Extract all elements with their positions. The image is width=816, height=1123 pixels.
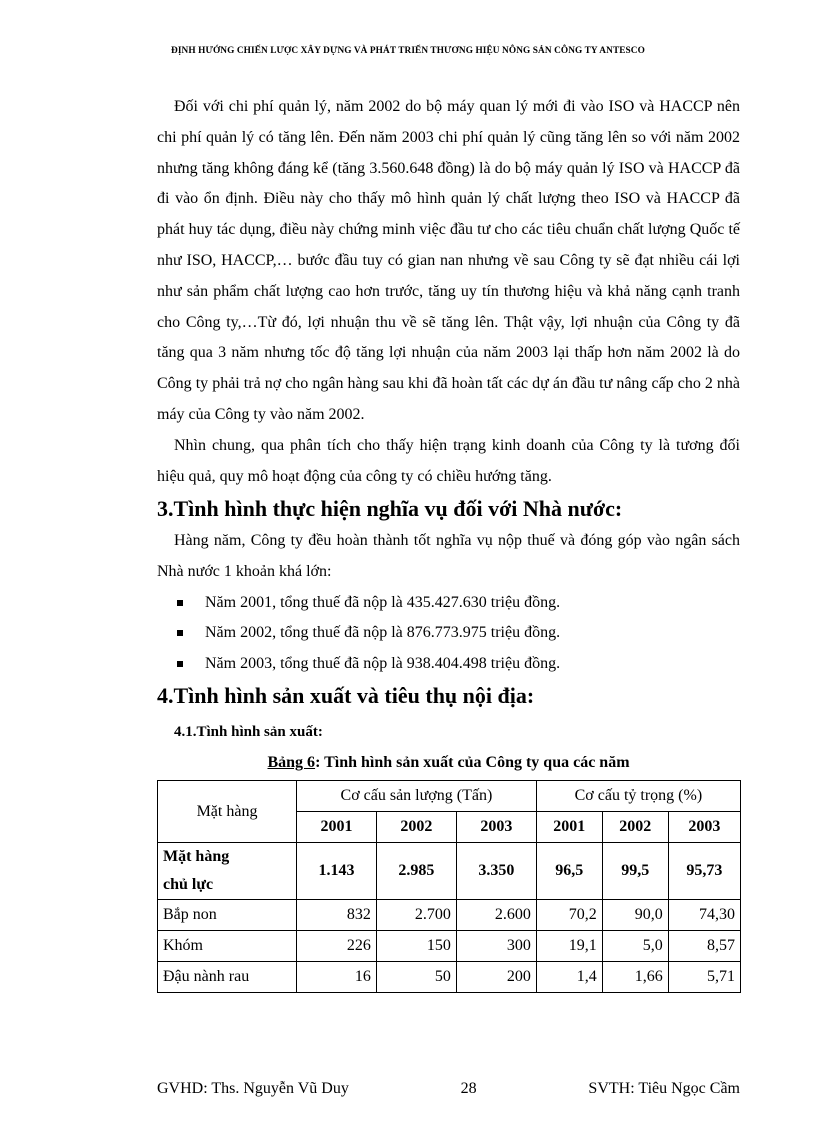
table-cell: 3.350: [456, 843, 536, 900]
square-bullet-icon: [177, 661, 183, 667]
page-footer: [157, 1080, 740, 1098]
table-caption-text: : Tình hình sản xuất của Công ty qua các năm: [315, 754, 630, 772]
table-cell: 5,71: [668, 962, 740, 993]
running-header: ĐỊNH HƯỚNG CHIẾN LƯỢC XÂY DỰNG VÀ PHÁT TRIỂN THƯƠNG HIỆU NÔNG SẢN CÔNG TY ANTESCO: [171, 46, 645, 56]
table-cell: 2.600: [456, 900, 536, 931]
footer-advisor: GVHD: Ths. Nguyễn Vũ Duy: [157, 1080, 349, 1097]
section-4-1-heading: 4.1.Tình hình sản xuất:: [174, 724, 323, 741]
table-cell: 96,5: [536, 843, 602, 900]
table-cell: 19,1: [536, 931, 602, 962]
footer-student: SVTH: Tiêu Ngọc Cầm: [588, 1080, 740, 1097]
table-cell: 200: [456, 962, 536, 993]
year-header: 2001: [297, 812, 377, 843]
list-item: [177, 618, 740, 649]
year-header: 2002: [376, 812, 456, 843]
list-item-text: Năm 2001, tổng thuế đã nộp là 435.427.630 triệu đồng.: [205, 593, 561, 611]
table-cell: 8,57: [668, 931, 740, 962]
list-item: [177, 588, 740, 619]
table-cell: 95,73: [668, 843, 740, 900]
table-cell: 16: [297, 962, 377, 993]
table-cell: 50: [376, 962, 456, 993]
table-cell: 5,0: [602, 931, 668, 962]
table-cell: 1,4: [536, 962, 602, 993]
table-cell: 832: [297, 900, 377, 931]
row-label: [158, 843, 297, 900]
table-cell: 300: [456, 931, 536, 962]
paragraph-summary: Nhìn chung, qua phân tích cho thấy hiện trạng kinh doanh của Công ty là tương đối hiệu quả, quy mô hoạt động của công ty có chiều hướng tăng.: [157, 436, 740, 485]
table-row: [158, 931, 741, 962]
table-caption-label: Bảng 6: [267, 754, 316, 772]
year-header: 2003: [456, 812, 536, 843]
square-bullet-icon: [177, 600, 183, 606]
table-row: [158, 962, 741, 993]
year-header: 2002: [602, 812, 668, 843]
section-3-intro: Hàng năm, Công ty đều hoàn thành tốt nghĩa vụ nộp thuế và đóng góp vào ngân sách Nhà nước 1 khoản khá lớn:: [157, 532, 740, 581]
table-caption: [157, 751, 740, 775]
table-cell: 226: [297, 931, 377, 962]
year-header: 2003: [668, 812, 740, 843]
row-label: Đậu nành rau: [158, 962, 297, 993]
list-item: [177, 649, 740, 680]
table-row: [158, 843, 741, 900]
table-cell: 74,30: [668, 900, 740, 931]
row-label-line1: Mặt hàng: [163, 848, 230, 866]
table-header-row: [158, 781, 741, 812]
column-header-item: Mặt hàng: [158, 781, 297, 843]
table-cell: 1,66: [602, 962, 668, 993]
row-label: Bắp non: [158, 900, 297, 931]
production-table: [157, 780, 741, 993]
list-item-text: Năm 2003, tổng thuế đã nộp là 938.404.498 triệu đồng.: [205, 654, 561, 672]
table-cell: 1.143: [297, 843, 377, 900]
list-item-text: Năm 2002, tổng thuế đã nộp là 876.773.975 triệu đồng.: [205, 624, 561, 642]
paragraph-management-cost: Đối với chi phí quản lý, năm 2002 do bộ máy quan lý mới đi vào ISO và HACCP nên chi phí quản lý có tăng lên. Đến năm 2003 chi phí quản lý cũng tăng lên so với năm 2002 nhưng tăng không đáng kể (tăng 3.560.648 đồng) là do bộ máy quản lý ISO và HACCP đã đi vào ổn định. Điều này cho thấy mô hình quản lý chất lượng theo ISO và HACCP đã phát huy tác dụng, điều này chứng minh việc đầu tư cho các tiêu chuẩn chất lượng Quốc tế như ISO, HACCP,… bước đầu tuy có gian nan nhưng về sau Công ty sẽ đạt nhiều cái lợi như sản phẩm chất lượng cao hơn trước, tăng uy tín thương hiệu và khả năng cạnh tranh cho Công ty,…Từ đó, lợi nhuận thu về sẽ tăng lên. Thật vậy, lợi nhuận của Công ty đã tăng qua 3 năm nhưng tốc độ tăng lợi nhuận của năm 2003 lại thấp hơn năm 2002 là do Công ty phải trả nợ cho ngân hàng sau khi đã hoàn tất các dự án đầu tư nâng cấp cho 2 nhà máy của Công ty vào năm 2002.: [157, 98, 740, 423]
section-3-heading: 3.Tình hình thực hiện nghĩa vụ đối với Nhà nước:: [157, 496, 623, 522]
table-cell: 2.700: [376, 900, 456, 931]
column-group-share: Cơ cấu tỷ trọng (%): [536, 781, 740, 812]
tax-list: [157, 588, 740, 680]
table-cell: 70,2: [536, 900, 602, 931]
section-4-heading: 4.Tình hình sản xuất và tiêu thụ nội địa:: [157, 683, 535, 709]
table-cell: 99,5: [602, 843, 668, 900]
page-content: [157, 92, 740, 993]
year-header: 2001: [536, 812, 602, 843]
row-label: Khóm: [158, 931, 297, 962]
row-label-line2: chủ lực: [163, 876, 214, 894]
table-cell: 90,0: [602, 900, 668, 931]
table-cell: 2.985: [376, 843, 456, 900]
page-number: 28: [460, 1080, 477, 1097]
table-cell: 150: [376, 931, 456, 962]
table-row: [158, 900, 741, 931]
square-bullet-icon: [177, 630, 183, 636]
column-group-output: Cơ cấu sản lượng (Tấn): [297, 781, 537, 812]
